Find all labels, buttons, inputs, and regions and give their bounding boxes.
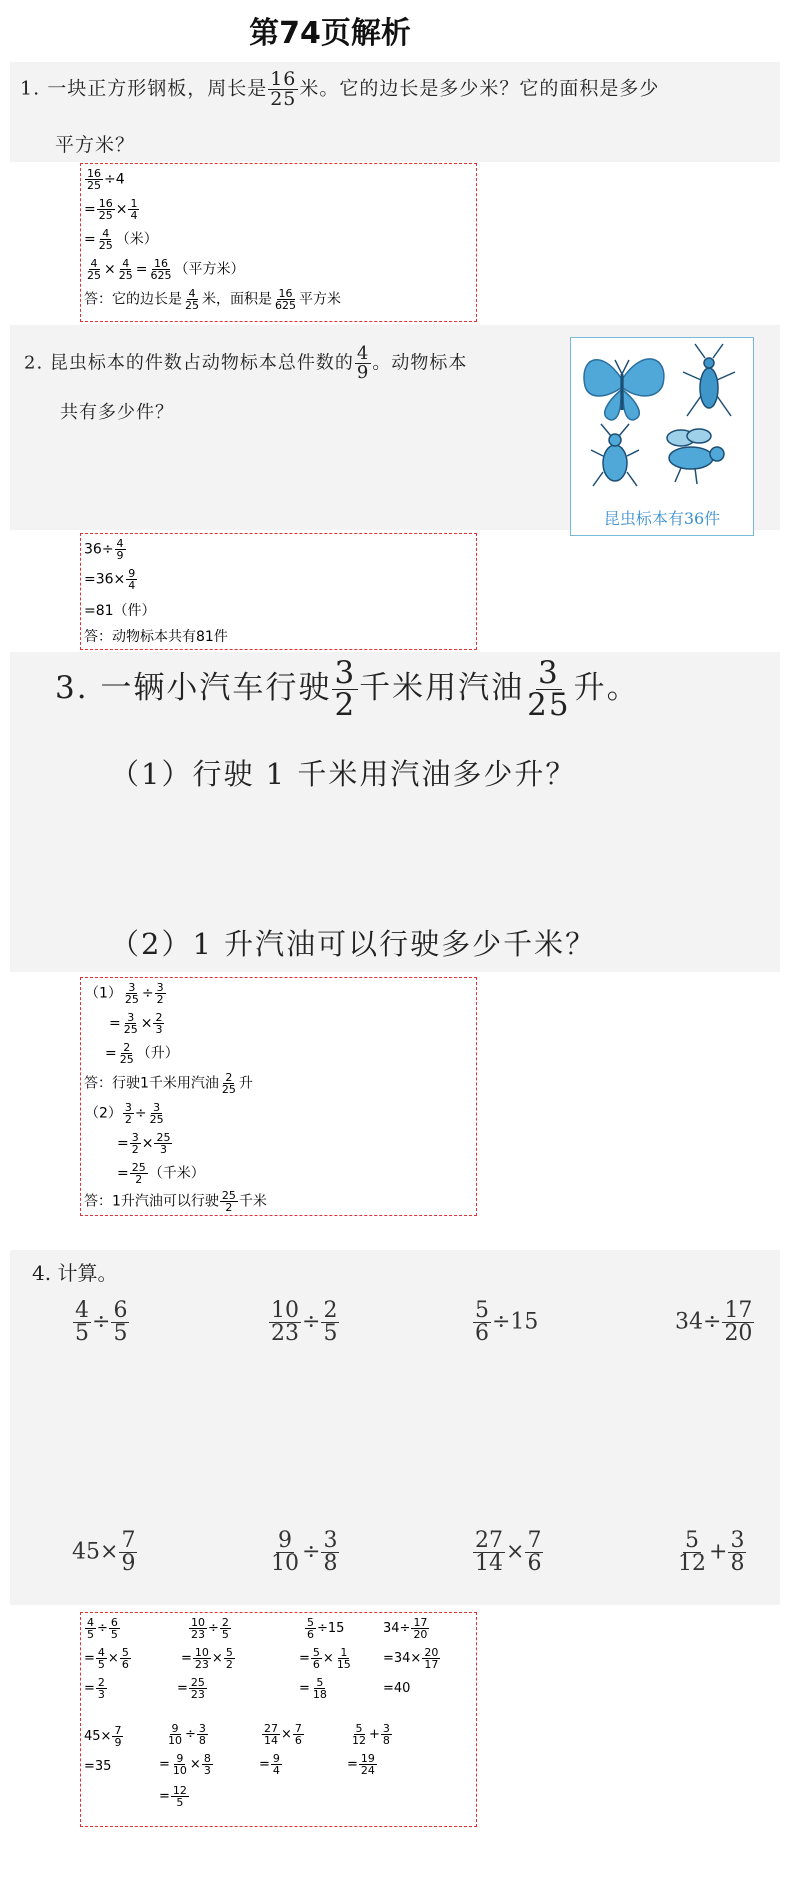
a4-d3-r1: $\frac{27}{14}$ × $\frac{7}{6}$ [264, 1722, 302, 1747]
a4-c1-r2: = $\frac{4}{5}$ × $\frac{5}{6}$ [84, 1646, 129, 1671]
answer-box-1 [80, 163, 477, 322]
q2-line1 [24, 345, 467, 382]
q2-line2: 共有多少件？ [60, 402, 174, 423]
a1-line2: = $\frac{16}{25}$ × $\frac{1}{4}$ [84, 197, 138, 222]
bee-icon [667, 429, 724, 484]
q2-text: 昆虫标本的件数占动物标本总件数的 [49, 352, 354, 374]
a4-c2-r2: = $\frac{10}{23}$ × $\frac{5}{2}$ [181, 1646, 233, 1671]
a2-line2: =36× $\frac{9}{4}$ [84, 567, 136, 592]
q4-expr-8: $\frac{5}{12}$ + $\frac{3}{8}$ [678, 1528, 745, 1576]
page-title: 第74页解析 [249, 16, 411, 51]
q3-line1: 3. 一辆小汽车行驶 $\frac{3}{2}$ 千米用汽油 $\frac{3}{25}$ 升。 [55, 655, 640, 723]
a4-c2-r1: $\frac{10}{23}$ ÷ $\frac{2}{5}$ [191, 1616, 229, 1641]
q4-expr-4: 34÷ $\frac{17}{20}$ [675, 1298, 753, 1346]
q4-expr-6: $\frac{9}{10}$ ÷ $\frac{3}{8}$ [271, 1528, 338, 1576]
q4-expr-1: $\frac{4}{5}$ ÷ $\frac{6}{5}$ [75, 1298, 128, 1346]
a1-line3: = $\frac{4}{25}$ （米） [84, 227, 158, 252]
a2-line1: 36÷ $\frac{4}{9}$ [84, 537, 124, 562]
q1-text-2: 米。它的边长是多少米？它的面积是多少 [299, 77, 660, 100]
q1-number: 1. [20, 77, 41, 100]
a3-q1: （2） $\frac{3}{2}$ ÷ $\frac{3}{25}$ [85, 1101, 164, 1126]
a4-d1-r2: =35 [84, 1759, 112, 1774]
a4-d1-r1: 45× $\frac{7}{9}$ [84, 1724, 122, 1749]
a4-c3-r3: = $\frac{5}{18}$ [299, 1676, 327, 1701]
a2-line3: =81（件） [84, 603, 156, 619]
q1-fraction: $\frac{16}{25}$ [270, 68, 297, 110]
q2-number: 2. [24, 352, 44, 374]
q2-fraction: $\frac{4}{9}$ [356, 343, 370, 383]
answer-box-3 [80, 977, 477, 1216]
q3-fraction-1: $\frac{3}{2}$ [334, 655, 357, 723]
a1-answer: 答：它的边长是 $\frac{4}{25}$ 米，面积是 $\frac{16}{625}$ 平方米 [84, 287, 341, 312]
a4-c1-r1: $\frac{4}{5}$ ÷ $\frac{6}{5}$ [87, 1616, 118, 1641]
q2-text-2: 。动物标本 [372, 352, 468, 374]
butterfly-icon [584, 359, 664, 420]
a3-q3: = $\frac{25}{2}$ （千米） [117, 1161, 205, 1186]
a3-answer-2: 答：1升汽油可以行驶 $\frac{25}{2}$ 千米 [84, 1189, 267, 1214]
a1-line4: $\frac{4}{25}$ × $\frac{4}{25}$ = $\frac{16}{625}$ （平方米） [87, 257, 245, 282]
bug-icon [683, 344, 735, 416]
q1-line1 [20, 70, 659, 109]
a3-answer-1: 答：行驶1千米用汽油 $\frac{2}{25}$ 升 [84, 1071, 253, 1096]
q3-sub2: （2）1 升汽油可以行驶多少千米？ [110, 927, 597, 961]
a2-answer: 答：动物标本共有81件 [84, 629, 228, 645]
a4-d4-r2: = $\frac{19}{24}$ [347, 1752, 375, 1777]
q1-text: 一块正方形钢板，周长是 [47, 77, 268, 100]
a4-c4-r3: =40 [383, 1681, 411, 1696]
q4-expr-3: $\frac{5}{6}$ ÷15 [475, 1298, 539, 1346]
q4-label: 4. 计算。 [32, 1261, 118, 1285]
q3-fraction-2: $\frac{3}{25}$ [527, 655, 571, 723]
q4-expr-5: 45× $\frac{7}{9}$ [72, 1528, 136, 1576]
a3-q2: = $\frac{3}{2}$ × $\frac{25}{3}$ [117, 1131, 171, 1156]
a4-d2-r1: $\frac{9}{10}$ ÷ $\frac{3}{8}$ [168, 1722, 206, 1747]
a3-p2: = $\frac{3}{25}$ × $\frac{2}{3}$ [109, 1011, 163, 1036]
a4-c1-r3: = $\frac{2}{3}$ [84, 1676, 105, 1701]
insect-figure [570, 337, 754, 536]
answer-box-2 [80, 533, 477, 650]
answer-box-4 [80, 1612, 477, 1827]
insect-illustration [571, 338, 753, 498]
q4-expr-2: $\frac{10}{23}$ ÷ $\frac{2}{5}$ [271, 1298, 338, 1346]
a4-c3-r1: $\frac{5}{6}$ ÷15 [307, 1616, 345, 1641]
a4-d4-r1: $\frac{5}{12}$ + $\frac{3}{8}$ [352, 1722, 390, 1747]
a4-d2-r3: = $\frac{12}{5}$ [159, 1784, 187, 1809]
a3-p3: = $\frac{2}{25}$ （升） [105, 1041, 179, 1066]
q3-sub1: （1）行驶 1 千米用汽油多少升？ [110, 757, 577, 791]
insect-caption: 昆虫标本有36件 [603, 509, 721, 528]
a4-d3-r2: = $\frac{9}{4}$ [259, 1752, 280, 1777]
a1-line1: $\frac{16}{25}$ ÷4 [87, 167, 125, 192]
a4-c4-r2: =34× $\frac{20}{17}$ [383, 1646, 439, 1671]
a4-d2-r2: = $\frac{9}{10}$ × $\frac{8}{3}$ [159, 1752, 211, 1777]
a4-c3-r2: = $\frac{5}{6}$ × $\frac{1}{15}$ [299, 1646, 351, 1671]
beetle-icon [591, 424, 639, 486]
q4-expr-7: $\frac{27}{14}$ × $\frac{7}{6}$ [475, 1528, 542, 1576]
a4-c4-r1: 34÷ $\frac{17}{20}$ [383, 1616, 428, 1641]
q1-line2: 平方米？ [55, 134, 136, 156]
a3-p1: （1） $\frac{3}{25}$ ÷ $\frac{3}{2}$ [85, 981, 164, 1006]
a4-c2-r3: = $\frac{25}{23}$ [177, 1676, 205, 1701]
